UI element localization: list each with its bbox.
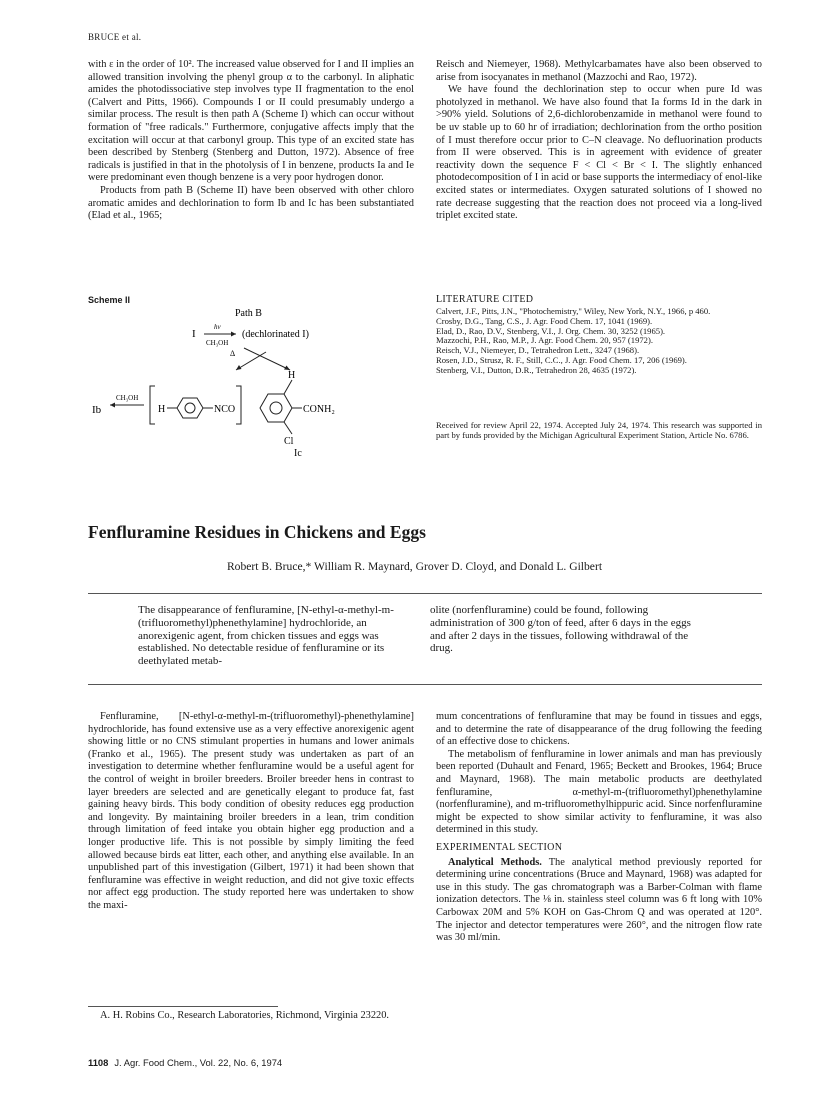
paragraph bbox=[436, 857, 762, 945]
arrow-to-isocyanate bbox=[236, 352, 266, 370]
received-note: Received for review April 22, 1974. Accepted July 24, 1974. This research was supported in part by funds provided by the Michigan Agricultural Experiment Station, Article No. 6786. bbox=[436, 420, 762, 440]
footnote-rule bbox=[88, 1006, 278, 1007]
arrowhead bbox=[231, 332, 236, 337]
reactant-label: I bbox=[192, 328, 196, 340]
ic-label: Ic bbox=[294, 448, 302, 456]
conh2-label: CONH₂ bbox=[303, 404, 335, 415]
arrowhead bbox=[110, 403, 115, 408]
reference-item: Mazzochi, P.H., Rao, M.P., J. Agr. Food Chem. 20, 957 (1972). bbox=[436, 335, 653, 346]
affiliation-footnote: A. H. Robins Co., Research Laboratories, Richmond, Virginia 23220. bbox=[100, 1010, 390, 1021]
page-number: 1108 bbox=[88, 1057, 109, 1068]
article-authors: Robert B. Bruce,* William R. Maynard, Grover D. Cloyd, and Donald L. Gilbert bbox=[226, 560, 603, 573]
top-right-column bbox=[436, 59, 762, 223]
body-left-column bbox=[88, 711, 414, 913]
h-top-label: H bbox=[288, 370, 296, 381]
paragraph: Fenfluramine, [N-ethyl-α-methyl-m-(trifluoromethyl)-phenethylamine] hydrochloride, has found extensive use as a very effective anorexigenic agent showing little or no CNS stimulant properties in humans and lower animals (Franko et al., 1965). The present study was undertaken as part of an investigation to determine whether fenfluramine would be a useful agent for the control of weight in broiler breeders. Broiler breeder hens in contrast to layer breeders are selected and are genetically elegant to produce fat, fast gaining heavy birds. This body condition of obesity reduces egg production and longevity. By maintaining broiler breeders in a lean, trim condition through limitation of feed intake you obtain higher egg production and a longer productive life. This is not possible by simply limiting the feed allowed because birds eat litter, each other, and anything else available. In an unpublished part of this investigation (Gilbert, 1971) it had been shown that fenfluramine was effective in weight reduction, and did not give toxic effects nor affect egg production. The study reported here was undertaken to show the maxi- bbox=[88, 711, 414, 911]
paragraph: with ε in the order of 10². The increased value observed for I and II implies an allowed transition involving the phenyl group α to the carbonyl. In aliphatic amides the photodissociative step involves type II fragmentation to the enol (Calvert and Pitts, 1966). Compounds I or II could presumably undergo a similar process. The result is then path A (Scheme I) which can occur without formation of "free radicals." Furthermore, conjugative affects imply that the excitation will occur at that carbonyl group. This type of an excited state has been described by Stenberg (Stenberg and Dutton, 1972). Absence of free radicals is justified in that in the photolysis of I in benzene, products Ia and Ie were predominant even though benzene is a very poor hydrogen donor. bbox=[88, 59, 414, 184]
subsection-lead: Analytical Methods. bbox=[448, 856, 542, 868]
paragraph-text: The analytical method previously reported for determining urine concentrations (Bruce and Maynard, 1968) was adapted for use in this study. The gas chromatograph was a Barber-Colman with flame ionization detectors. The ⅛ in. stainless steel column was 6 ft long with 10% Carbowax 20M and 5% KOH on Gas-Chrom Q and was operated at 120°. The injector and detector temperatures were 260°, and the nitrogen flow rate was 30 ml/min. bbox=[436, 856, 762, 944]
reference-item: Reisch, V.J., Niemeyer, D., Tetrahedron Lett., 3247 (1968). bbox=[436, 345, 640, 356]
aromatic-circle bbox=[270, 402, 282, 414]
scheme-diagram bbox=[88, 306, 418, 456]
bond bbox=[284, 422, 292, 434]
reference-item: Crosby, D.G., Tang, C.S., J. Agr. Food Chem. 17, 1041 (1969). bbox=[436, 315, 653, 326]
bracket-right bbox=[236, 386, 241, 424]
paragraph: Reisch and Niemeyer, 1968). Methylcarbamates have also been observed to arise from isocyanates in methanol (Mazzochi and Rao, 1972). bbox=[436, 59, 762, 83]
section-heading: EXPERIMENTAL SECTION bbox=[436, 841, 563, 853]
running-head: BRUCE et al. bbox=[88, 32, 142, 42]
journal-citation: J. Agr. Food Chem., Vol. 22, No. 6, 1974 bbox=[114, 1057, 283, 1068]
delta-label: Δ bbox=[230, 349, 236, 358]
ic-benzene-ring bbox=[260, 394, 292, 422]
path-label: Path B bbox=[235, 308, 262, 319]
abstract-right: olite (norfenfluramine) could be found, following administration of 300 g/ton of feed, after 6 days in the eggs and after 2 days in the tissues, following withdrawal of the drug. bbox=[430, 604, 691, 655]
product-label: (dechlorinated I) bbox=[242, 329, 309, 340]
reference-item: Elad, D., Rao, D.V., Stenberg, V.I., J. Org. Chem. 30, 3252 (1965). bbox=[436, 325, 666, 336]
arrow-to-ic bbox=[244, 348, 290, 370]
nco-label: NCO bbox=[214, 404, 236, 415]
reference-item: Calvert, J.F., Pitts, J.N., "Photochemistry," Wiley, New York, N.Y., 1966, p 460. bbox=[436, 306, 711, 316]
reference-list bbox=[436, 307, 762, 376]
literature-heading: LITERATURE CITED bbox=[436, 294, 534, 305]
benzene-ring bbox=[177, 398, 203, 418]
top-left-column bbox=[88, 59, 414, 223]
abstract-rule-top bbox=[88, 593, 762, 594]
paragraph: The metabolism of fenfluramine in lower animals and man has previously been reported (Duhault and Fenard, 1965; Beckett and Brookes, 1964; Bruce and Maynard, 1968). The main metabolic products are deethylated fenfluramine, α-methyl-m-(trifluoromethyl)phenethylamine (norfenfluramine), and m-trifluoromethylhippuric acid. Since norfenfluramine might be expected to show similar activity to fenfluramine, it was also determined in this study. bbox=[436, 748, 762, 836]
abstract-left: The disappearance of fenfluramine, [N-ethyl-α-methyl-m-(trifluoromethyl)phenethylamine] hydrochloride, an anorexigenic agent, from chicken tissues and eggs was established. No detectable residue of fenfluramine or its deethylated metab- bbox=[138, 604, 394, 668]
bracket-left bbox=[150, 386, 155, 424]
cl-label: Cl bbox=[284, 436, 294, 447]
h-left-label: H bbox=[158, 404, 166, 415]
solvent-label-2: CH₃OH bbox=[116, 394, 139, 402]
ib-label: Ib bbox=[92, 404, 102, 416]
paragraph: We have found the dechlorination step to occur when pure Id was photolyzed in methanol. We have also found that Ia forms Id in the dark in >90% yield. Solutions of 2,6-dichlorobenzamide in methanol were found to be uv stable up to 60 hr of irradiation; dechlorination from the ortho position of I must therefore occur prior to C–N cleavage. No defluorination products from II were observed. This is in agreement with evidence of greater reactivity down the sequence F < Cl < Br < I. The slightly enhanced photodecomposition of I in acid or base supports the intermediacy of enol-like excited states or intermediates. Oxygen saturated solutions of I showed no rate decrease suggesting that the reaction does not proceed via a long-lived triplet excited state. bbox=[436, 84, 762, 222]
solvent-label: CH₃OH bbox=[206, 339, 229, 347]
scheme-label: Scheme II bbox=[88, 295, 131, 305]
reference-item: Rosen, J.D., Strusz, R. F., Still, C.C., J. Agr. Food Chem. 17, 206 (1969). bbox=[436, 354, 687, 365]
paragraph: mum concentrations of fenfluramine that may be found in tissues and eggs, and to determine the rate of disappearance of the drug following the feeding of an effective dose to chickens. bbox=[436, 711, 762, 748]
page-footer bbox=[88, 1057, 282, 1068]
article-title: Fenfluramine Residues in Chickens and Eggs bbox=[88, 522, 426, 542]
bond bbox=[284, 380, 292, 394]
body-right-column bbox=[436, 711, 762, 945]
abstract-rule-bottom bbox=[88, 684, 762, 685]
paragraph: Products from path B (Scheme II) have been observed with other chloro aromatic amides and dechlorination to form Ib and Ic has been substantiated (Elad et al., 1965; bbox=[88, 184, 414, 222]
reference-item: Stenberg, V.I., Dutton, D.R., Tetrahedron 28, 4635 (1972). bbox=[436, 364, 637, 375]
aromatic-circle bbox=[185, 403, 195, 413]
hv-label: hν bbox=[214, 323, 221, 331]
